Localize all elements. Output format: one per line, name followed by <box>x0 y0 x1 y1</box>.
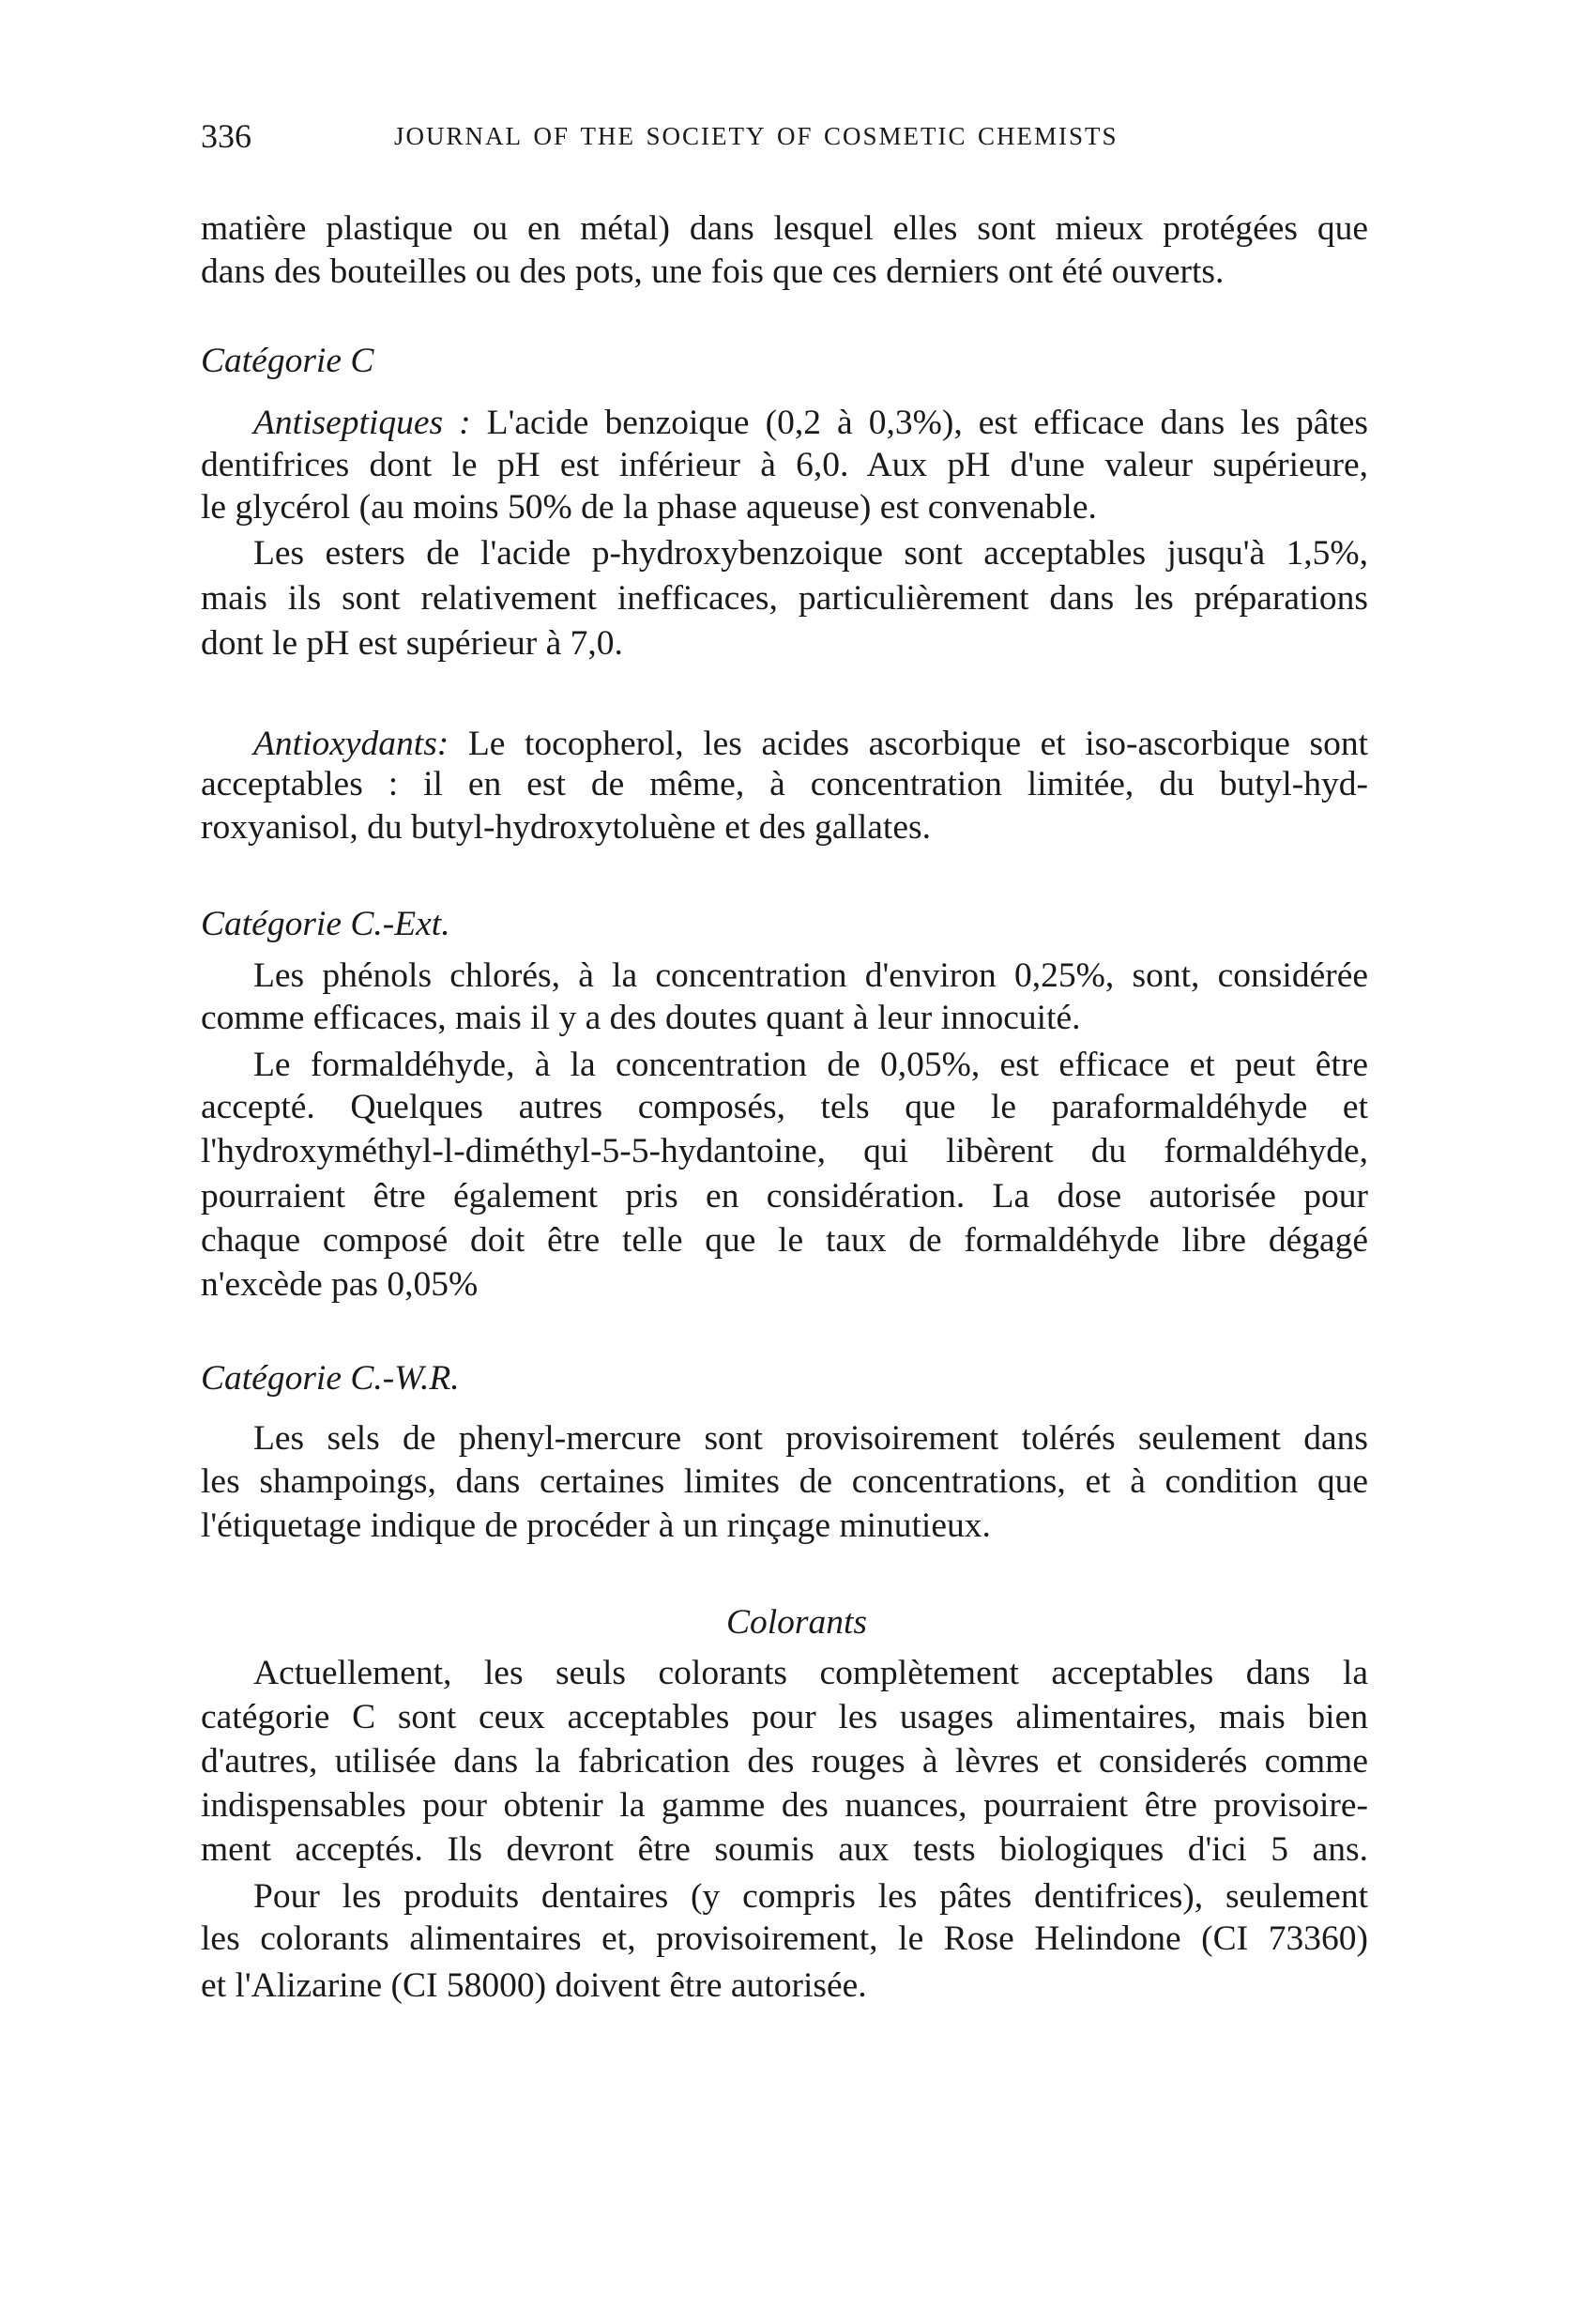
text-line <box>253 1875 1368 1919</box>
text-line <box>201 1505 1368 1548</box>
text-line <box>253 402 1368 445</box>
line-text: Les phénols chlorés, à la concentration d'environ 0,25%, sont, considérée <box>253 956 1368 995</box>
line-text: Catégorie C <box>201 342 374 380</box>
line-text: le glycérol (au moins 50% de la phase aqueuse) est convenable. <box>201 488 1097 527</box>
run-in-heading: Antiseptiques : <box>253 404 471 442</box>
text-line <box>201 1696 1368 1739</box>
text-line <box>253 1044 1368 1087</box>
line-text: accepté. Quelques autres composés, tels que le paraformaldéhyde et <box>201 1088 1368 1126</box>
text-line <box>201 1918 1368 1961</box>
section-heading <box>201 340 1368 383</box>
text-line <box>201 1784 1368 1827</box>
text-line <box>253 1652 1368 1695</box>
text-line <box>253 532 1368 575</box>
line-text: Actuellement, les seuls colorants complètement acceptables dans la <box>253 1654 1368 1692</box>
text-line <box>201 1460 1368 1504</box>
line-text: Catégorie C.-W.R. <box>201 1359 460 1398</box>
text-line <box>201 1130 1368 1173</box>
line-text: comme efficaces, mais il y a des doutes quant à leur innocuité. <box>201 999 1081 1037</box>
section-heading <box>201 903 1368 946</box>
line-text: dentifrices dont le pH est inférieur à 6,0. Aux pH d'une valeur supérieure, <box>201 446 1368 484</box>
text-line <box>201 444 1368 487</box>
line-text: n'excède pas 0,05% <box>201 1265 479 1304</box>
line-text: pourraient être également pris en considération. La dose autorisée pour <box>201 1177 1368 1216</box>
line-text: acceptables : il en est de même, à concentration limitée, du butyl-hyd- <box>201 765 1368 803</box>
line-text: dans des bouteilles ou des pots, une fois que ces derniers ont été ouverts. <box>201 252 1225 291</box>
text-line <box>201 486 1368 529</box>
text-line <box>253 1417 1368 1460</box>
section-heading <box>201 1601 1393 1644</box>
text-line <box>253 723 1368 766</box>
text-line <box>201 207 1368 251</box>
line-text: indispensables pour obtenir la gamme des nuances, pourraient être provisoire- <box>201 1786 1368 1825</box>
text-line <box>201 1740 1368 1783</box>
line-text: catégorie C sont ceux acceptables pour les usages alimentaires, mais bien <box>201 1698 1368 1736</box>
line-text: Pour les produits dentaires (y compris les pâtes dentifrices), seulement <box>253 1877 1368 1916</box>
text-line <box>201 577 1368 620</box>
line-text: Catégorie C.-Ext. <box>201 905 450 943</box>
line-text: et l'Alizarine (CI 58000) doivent être autorisée. <box>201 1966 867 2005</box>
line-text: ment acceptés. Ils devront être soumis aux tests biologiques d'ici 5 ans. <box>201 1830 1368 1869</box>
line-text: les colorants alimentaires et, provisoirement, le Rose Helindone (CI 73360) <box>201 1919 1368 1958</box>
text-line <box>201 1219 1368 1262</box>
line-text: d'autres, utilisée dans la fabrication des rouges à lèvres et considerés comme <box>201 1742 1368 1781</box>
text-line <box>201 1263 1368 1307</box>
text-line <box>253 955 1368 998</box>
text-line <box>201 997 1368 1040</box>
text-line <box>201 1175 1368 1218</box>
line-text: Le tocopherol, les acides ascorbique et iso-ascorbique sont <box>449 725 1368 763</box>
line-text: l'étiquetage indique de procéder à un rinçage minutieux. <box>201 1506 991 1545</box>
line-text: l'hydroxyméthyl-l-diméthyl-5-5-hydantoine, qui libèrent du formaldéhyde, <box>201 1132 1368 1170</box>
running-header: journal of the society of cosmetic chemists <box>394 114 1119 153</box>
run-in-heading: Antioxydants: <box>253 725 449 763</box>
line-text: les shampoings, dans certaines limites de concentrations, et à condition que <box>201 1462 1368 1501</box>
line-text: Colorants <box>725 1603 868 1642</box>
line-text: roxyanisol, du butyl-hydroxytoluène et des gallates. <box>201 808 931 847</box>
line-text: chaque composé doit être telle que le taux de formaldéhyde libre dégagé <box>201 1221 1368 1260</box>
line-text: matière plastique ou en métal) dans lesquel elles sont mieux protégées que <box>201 209 1368 248</box>
text-line <box>201 806 1368 849</box>
page-number: 336 <box>201 117 251 155</box>
section-heading <box>201 1357 1368 1400</box>
text-line <box>201 251 1368 294</box>
line-text: dont le pH est supérieur à 7,0. <box>201 624 623 663</box>
text-line <box>201 622 1368 665</box>
line-text: Les sels de phenyl-mercure sont provisoirement tolérés seulement dans <box>253 1419 1368 1458</box>
text-line <box>201 1086 1368 1129</box>
line-text: mais ils sont relativement inefficaces, particulièrement dans les préparations <box>201 579 1368 618</box>
text-line <box>201 1828 1368 1872</box>
line-text: Les esters de l'acide p-hydroxybenzoique sont acceptables jusqu'à 1,5%, <box>253 534 1368 573</box>
text-line <box>201 763 1368 806</box>
line-text: Le formaldéhyde, à la concentration de 0,05%, est efficace et peut être <box>253 1046 1368 1084</box>
text-line <box>201 1965 1368 2008</box>
line-text: L'acide benzoique (0,2 à 0,3%), est efficace dans les pâtes <box>470 404 1369 442</box>
